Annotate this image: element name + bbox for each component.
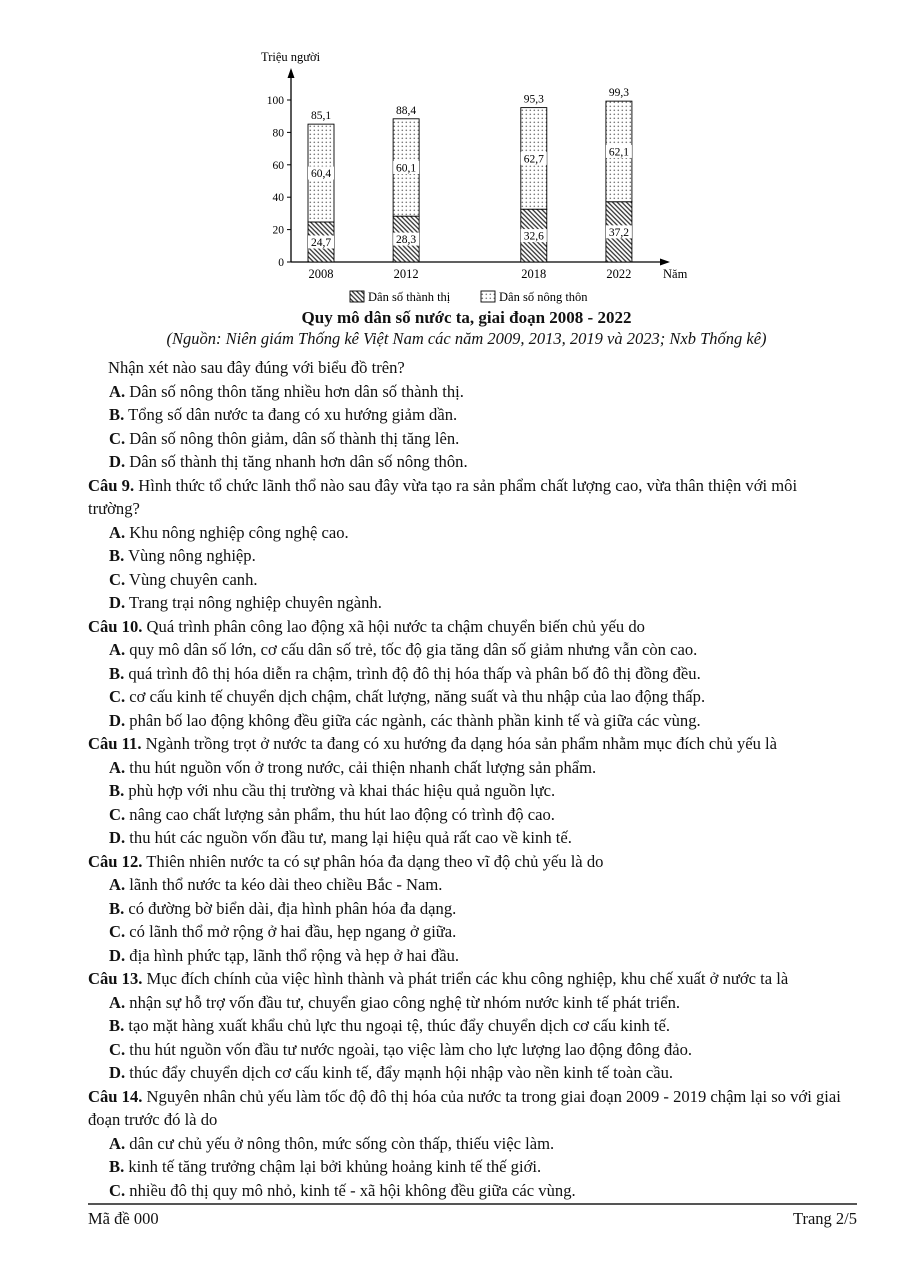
y-tick-label: 60 [272, 159, 284, 172]
question-number: Câu 13. [88, 969, 143, 988]
answer-option: C. có lãnh thổ mở rộng ở hai đầu, hẹp ngang ở giữa. [109, 922, 457, 941]
question [88, 1085, 845, 1203]
option-label: C. [109, 1180, 126, 1200]
segment-value-label: 37,2 [608, 226, 629, 239]
total-value-label: 95,3 [523, 93, 544, 106]
question-stem: Nhận xét nào sau đây đúng với biểu đồ trên? [108, 358, 405, 377]
questions-list [88, 356, 845, 1202]
option-label: D. [109, 452, 126, 471]
option-label: A. [109, 875, 126, 894]
chart-source: (Nguồn: Niên giám Thống kê Việt Nam các năm 2009, 2013, 2019 và 2023; Nxb Thống kê) [166, 329, 767, 348]
answer-option: D. Trang trại nông nghiệp chuyên ngành. [109, 593, 382, 612]
y-axis-arrow [288, 68, 295, 78]
legend-swatch-urban [350, 291, 364, 302]
answer-option: A. nhận sự hỗ trợ vốn đầu tư, chuyển giao công nghệ từ nhóm nước kinh tế phát triển. [109, 992, 681, 1012]
answer-option: C. thu hút nguồn vốn đầu tư nước ngoài, tạo việc làm cho lực lượng lao động đông đảo. [109, 1039, 693, 1059]
question-stem: Câu 9. Hình thức tổ chức lãnh thổ nào sau đây vừa tạo ra sản phẩm chất lượng cao, vừa thân thiện với môi trường? [88, 475, 798, 518]
answer-option: C. nhiều đô thị quy mô nhỏ, kinh tế - xã hội không đều giữa các vùng. [109, 1180, 576, 1200]
page-footer [88, 1203, 857, 1229]
page-content [88, 45, 845, 1202]
y-tick-label: 20 [272, 224, 284, 237]
answer-option: C. nâng cao chất lượng sản phẩm, thu hút lao động có trình độ cao. [109, 804, 555, 824]
segment-value-label: 62,1 [608, 146, 629, 159]
option-label: B. [109, 898, 125, 918]
answer-option: A. Dân số nông thôn tăng nhiều hơn dân số thành thị. [109, 381, 464, 401]
question-stem: Câu 14. Nguyên nhân chủ yếu làm tốc độ đô thị hóa của nước ta trong giai đoạn 2009 - 2019 chậm lại so với giai đoạn trước đó là do [88, 1086, 841, 1129]
y-tick-label: 0 [278, 257, 284, 269]
y-tick-label: 100 [266, 95, 284, 107]
question [88, 850, 845, 968]
option-label: A. [109, 381, 126, 401]
y-axis-label: Triệu người [261, 50, 321, 64]
answer-option: A. thu hút nguồn vốn ở trong nước, cải thiện nhanh chất lượng sản phẩm. [109, 757, 597, 777]
question [88, 732, 845, 850]
option-label: A. [109, 992, 126, 1012]
x-tick-label: 2008 [308, 267, 334, 281]
option-label: A. [109, 757, 126, 777]
question-stem: Câu 12. Thiên nhiên nước ta có sự phân hóa đa dạng theo vĩ độ chủ yếu là do [88, 851, 604, 871]
answer-option: D. Dân số thành thị tăng nhanh hơn dân số nông thôn. [109, 452, 468, 471]
segment-value-label: 60,1 [396, 162, 417, 175]
total-value-label: 85,1 [310, 110, 332, 123]
segment-value-label: 24,7 [310, 236, 332, 249]
option-label: C. [109, 687, 126, 706]
answer-option: B. kinh tế tăng trưởng chậm lại bởi khủng hoảng kinh tế thế giới. [109, 1157, 542, 1176]
answer-option: D. thúc đẩy chuyển dịch cơ cấu kinh tế, đẩy mạnh hội nhập vào nền kinh tế toàn cầu. [109, 1063, 674, 1082]
answer-option: B. phù hợp với nhu cầu thị trường và khai thác hiệu quả nguồn lực. [109, 781, 556, 800]
answer-option: B. quá trình đô thị hóa diễn ra chậm, trình độ đô thị hóa thấp và phân bố đô thị đồng đều. [109, 663, 701, 683]
segment-value-label: 60,4 [310, 168, 332, 181]
option-label: B. [109, 663, 125, 683]
option-label: A. [109, 1133, 126, 1153]
legend-label-urban: Dân số thành thị [368, 290, 451, 304]
answer-option: D. phân bố lao động không đều giữa các ngành, các thành phần kinh tế và giữa các vùng. [109, 710, 701, 730]
answer-option: C. Vùng chuyên canh. [109, 569, 258, 589]
option-label: C. [109, 428, 126, 448]
option-label: C. [109, 569, 126, 589]
option-label: B. [109, 1016, 125, 1035]
question [88, 356, 845, 474]
segment-value-label: 62,7 [523, 153, 544, 166]
answer-option: B. Tổng số dân nước ta đang có xu hướng giảm dần. [109, 405, 458, 424]
answer-option: C. cơ cấu kinh tế chuyển dịch chậm, chất lượng, năng suất và thu nhập của lao động thấp. [109, 687, 706, 706]
segment-value-label: 32,6 [523, 230, 544, 243]
question [88, 967, 845, 1085]
option-label: A. [109, 640, 126, 659]
option-label: C. [109, 804, 126, 824]
legend-swatch-rural [481, 291, 495, 302]
answer-option: D. thu hút các nguồn vốn đầu tư, mang lại hiệu quả rất cao về kinh tế. [109, 828, 572, 847]
answer-option: D. địa hình phức tạp, lãnh thổ rộng và hẹp ở hai đầu. [109, 945, 460, 965]
option-label: D. [109, 710, 126, 730]
option-label: D. [109, 1063, 126, 1082]
legend-label-rural: Dân số nông thôn [499, 290, 588, 304]
question-stem: Câu 11. Ngành trồng trọt ở nước ta đang có xu hướng đa dạng hóa sản phẩm nhằm mục đích chủ yếu là [88, 734, 778, 753]
option-label: D. [109, 945, 126, 965]
question-stem: Câu 10. Quá trình phân công lao động xã hội nước ta chậm chuyển biến chủ yếu do [88, 616, 645, 636]
option-label: D. [109, 828, 126, 847]
answer-option: B. Vùng nông nghiệp. [109, 546, 256, 565]
question-number: Câu 12. [88, 851, 143, 871]
segment-value-label: 28,3 [396, 234, 417, 247]
population-stacked-bar-chart [253, 45, 693, 305]
x-tick-label: 2018 [521, 267, 547, 281]
option-label: B. [109, 1157, 125, 1176]
option-label: B. [109, 546, 125, 565]
answer-option: A. Khu nông nghiệp công nghệ cao. [109, 522, 349, 542]
x-tick-label: 2012 [393, 267, 419, 281]
option-label: C. [109, 1039, 126, 1059]
question-stem: Câu 13. Mục đích chính của việc hình thành và phát triển các khu công nghiệp, khu chế xuất ở nước ta là [88, 969, 789, 988]
exam-code: Mã đề 000 [88, 1209, 159, 1228]
answer-option: A. dân cư chủ yếu ở nông thôn, mức sống còn thấp, thiếu việc làm. [109, 1133, 555, 1153]
answer-option: B. tạo mặt hàng xuất khẩu chủ lực thu ngoại tệ, thúc đẩy chuyển dịch cơ cấu kinh tế. [109, 1016, 671, 1035]
question-number: Câu 9. [88, 475, 135, 495]
option-label: A. [109, 522, 126, 542]
page-number: Trang 2/5 [792, 1209, 857, 1228]
question-number: Câu 11. [88, 734, 142, 753]
x-axis-label: Năm [663, 267, 688, 281]
answer-option: A. quy mô dân số lớn, cơ cấu dân số trẻ, tốc độ gia tăng dân số giảm nhưng vẫn còn cao. [109, 640, 698, 659]
question-number: Câu 10. [88, 616, 143, 636]
total-value-label: 99,3 [608, 87, 629, 100]
option-label: C. [109, 922, 126, 941]
x-axis-arrow [660, 259, 670, 266]
population-chart-block [253, 45, 693, 305]
total-value-label: 88,4 [396, 104, 417, 117]
answer-option: C. Dân số nông thôn giảm, dân số thành thị tăng lên. [109, 428, 460, 448]
y-tick-label: 40 [272, 192, 284, 205]
answer-option: B. có đường bờ biển dài, địa hình phân hóa đa dạng. [109, 898, 457, 918]
question [88, 615, 845, 733]
question [88, 474, 845, 615]
option-label: B. [109, 405, 125, 424]
x-tick-label: 2022 [606, 267, 632, 281]
option-label: B. [109, 781, 125, 800]
y-tick-label: 80 [272, 127, 284, 140]
chart-title: Quy mô dân số nước ta, giai đoạn 2008 - 2022 [301, 308, 632, 327]
option-label: D. [109, 593, 126, 612]
question-number: Câu 14. [88, 1086, 143, 1106]
answer-option: A. lãnh thổ nước ta kéo dài theo chiều Bắc - Nam. [109, 875, 443, 894]
